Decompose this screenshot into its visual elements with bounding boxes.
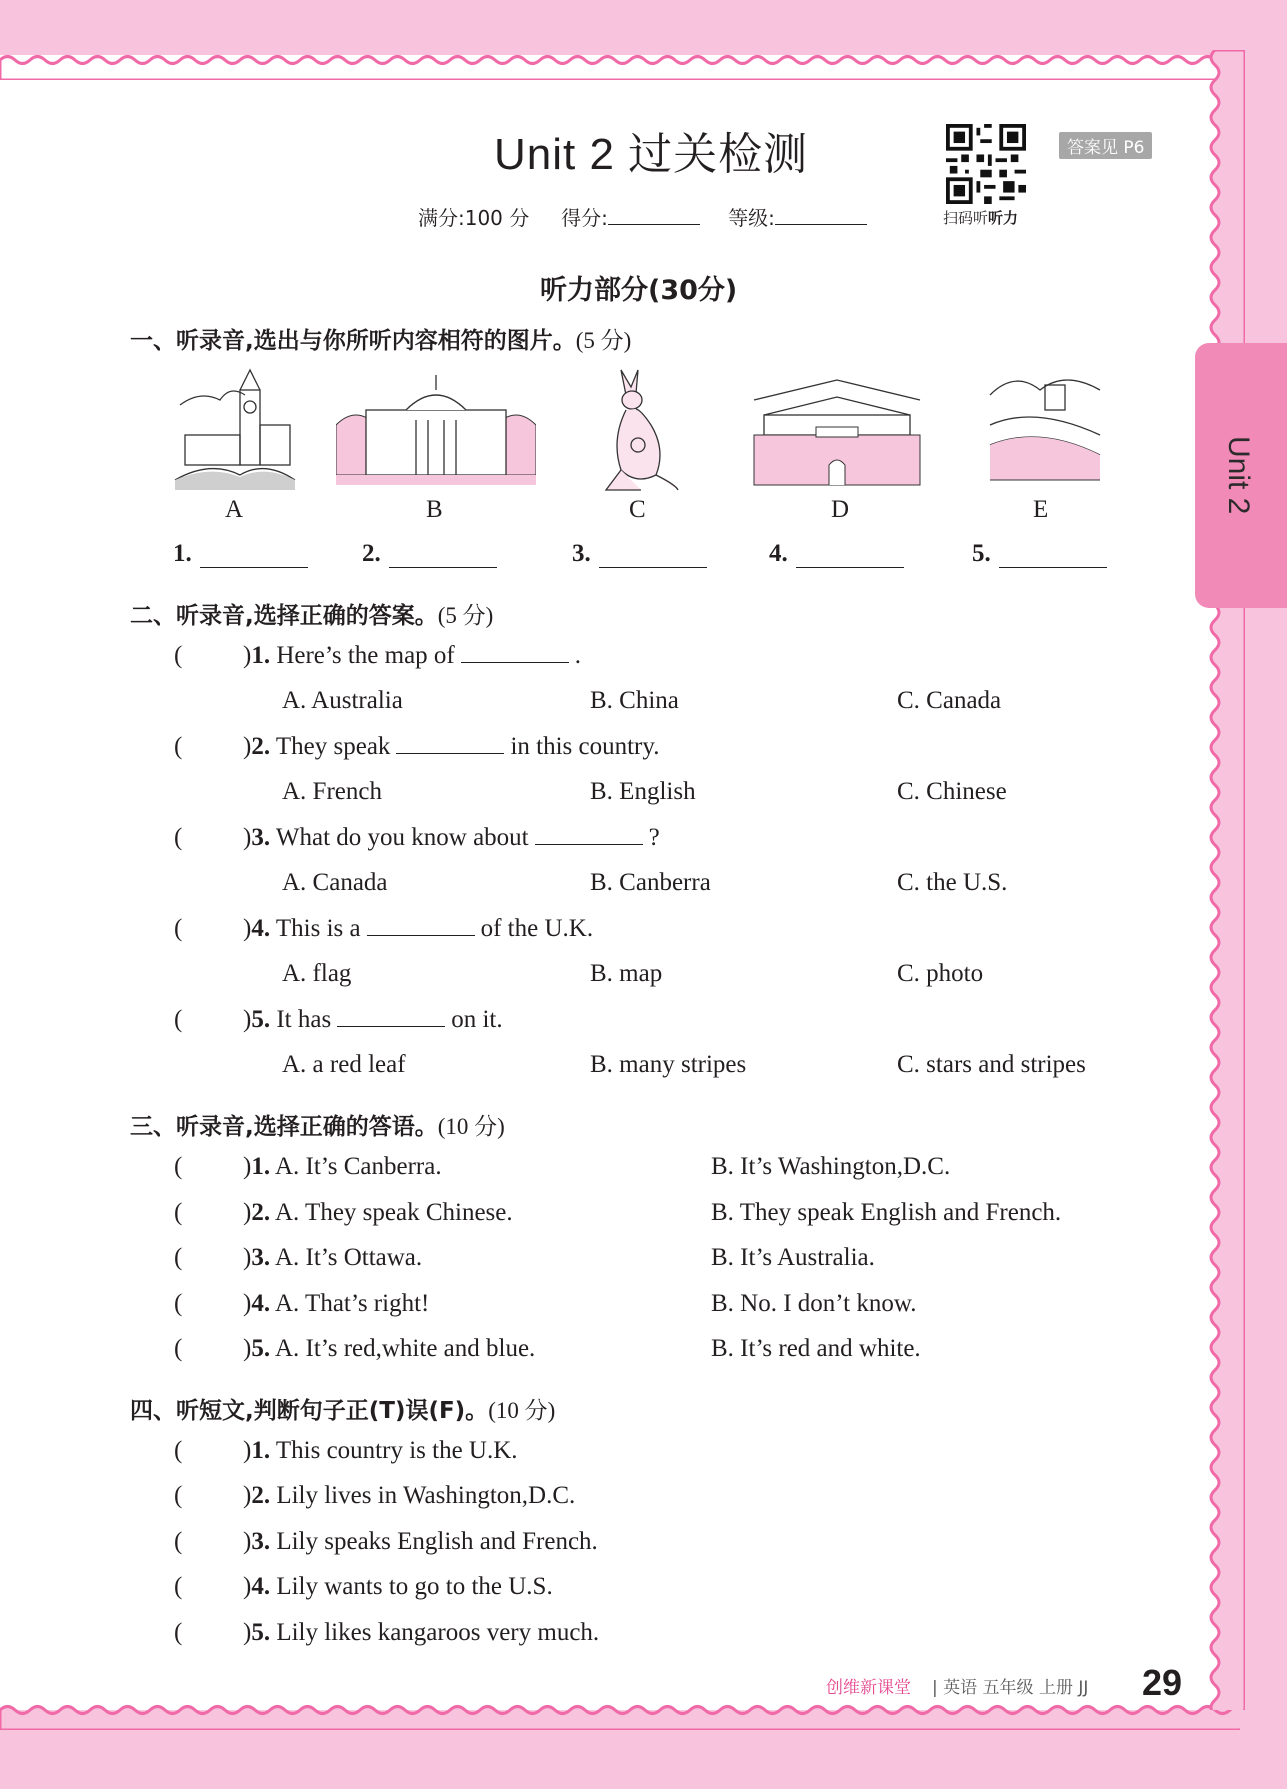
qr-code-icon[interactable] [946,124,1026,204]
question-2-4: )4. This is a of the U.K. [243,915,594,942]
question-4-1: )1. This country is the U.K. [243,1437,518,1464]
answer-paren[interactable]: ( [174,1290,183,1317]
question-4-2: )2. Lily lives in Washington,D.C. [243,1482,576,1509]
option: A. a red leaf [282,1051,406,1078]
wavy-border-right [1185,50,1245,1710]
answer-paren[interactable]: ( [174,915,183,942]
answer-paren[interactable]: ( [174,1199,183,1226]
picture-label-b: B [426,496,443,523]
option: C. Canada [897,687,1002,714]
answer-blank-1[interactable]: 1. [173,540,308,568]
answer-blank-3[interactable]: 3. [572,540,707,568]
picture-label-c: C [629,496,646,523]
question-2-3: )3. What do you know about ? [243,824,660,851]
big-ben-icon [170,365,300,495]
option: B. It’s red and white. [711,1335,921,1362]
wavy-border-top [0,40,1240,80]
answer-paren[interactable]: ( [174,824,183,851]
picture-label-a: A [225,496,244,523]
question-4-5: )5. Lily likes kangaroos very much. [243,1619,600,1646]
answer-paren[interactable]: ( [174,1619,183,1646]
option: B. It’s Australia. [711,1244,875,1271]
footer-info: | 英语 五年级 上册 JJ [932,1678,1089,1698]
option: C. photo [897,960,984,987]
question-3-1: )1. A. It’s Canberra. [243,1153,442,1180]
option: B. Canberra [590,869,711,896]
page-title: Unit 2 过关检测 [494,130,809,179]
great-wall-icon [985,365,1105,495]
white-house-icon [336,365,536,495]
question-2-5: )5. It has on it. [243,1006,503,1033]
section4-title: 四、听短文,判断句子正(T)误(F)。(10 分) [130,1398,556,1424]
tiananmen-icon [744,365,930,495]
option: C. Chinese [897,778,1007,805]
question-3-2: )2. A. They speak Chinese. [243,1199,513,1226]
section3-title: 三、听录音,选择正确的答语。(10 分) [130,1114,505,1140]
answer-paren[interactable]: ( [174,1244,183,1271]
question-3-4: )4. A. That’s right! [243,1290,430,1317]
option: B. No. I don’t know. [711,1290,917,1317]
answer-badge: 答案见 P6 [1059,132,1152,159]
section1-title: 一、听录音,选出与你所听内容相符的图片。(5 分) [130,328,632,354]
question-3-5: )5. A. It’s red,white and blue. [243,1335,536,1362]
question-4-4: )4. Lily wants to go to the U.S. [243,1573,553,1600]
option: B. English [590,778,696,805]
answer-paren[interactable]: ( [174,642,183,669]
footer-brand: 创维新课堂 [826,1678,911,1698]
section2-title: 二、听录音,选择正确的答案。(5 分) [130,603,494,629]
kangaroo-icon [596,365,681,495]
answer-blank-5[interactable]: 5. [972,540,1107,568]
answer-blank-2[interactable]: 2. [362,540,497,568]
score-line [418,202,889,231]
question-2-1: )1. Here’s the map of . [243,642,581,669]
side-tab-label: Unit 2 [1222,435,1255,515]
option: B. They speak English and French. [711,1199,1062,1226]
page-number: 29 [1142,1662,1183,1703]
answer-paren[interactable]: ( [174,1573,183,1600]
option: A. Canada [282,869,388,896]
score-blank[interactable] [608,206,700,225]
option: A. flag [282,960,352,987]
listening-section-title: 听力部分(30分) [540,275,738,306]
question-4-3: )3. Lily speaks English and French. [243,1528,598,1555]
option: A. Australia [282,687,403,714]
option: C. stars and stripes [897,1051,1086,1078]
full-score: 满分:100 分 [418,206,530,230]
grade-label: 等级: [728,206,775,230]
option: B. map [590,960,663,987]
score-label: 得分: [561,206,608,230]
answer-blank-4[interactable]: 4. [769,540,904,568]
option: C. the U.S. [897,869,1008,896]
answer-paren[interactable]: ( [174,1528,183,1555]
question-2-2: )2. They speak in this country. [243,733,660,760]
qr-caption: 扫码听听力 [943,209,1019,227]
grade-blank[interactable] [775,206,867,225]
answer-paren[interactable]: ( [174,1153,183,1180]
picture-label-d: D [831,496,850,523]
answer-paren[interactable]: ( [174,733,183,760]
answer-paren[interactable]: ( [174,1437,183,1464]
option: A. French [282,778,382,805]
answer-paren[interactable]: ( [174,1482,183,1509]
answer-paren[interactable]: ( [174,1006,183,1033]
picture-label-e: E [1033,496,1049,523]
option: B. China [590,687,679,714]
answer-paren[interactable]: ( [174,1335,183,1362]
option: B. It’s Washington,D.C. [711,1153,951,1180]
question-3-3: )3. A. It’s Ottawa. [243,1244,423,1271]
option: B. many stripes [590,1051,747,1078]
